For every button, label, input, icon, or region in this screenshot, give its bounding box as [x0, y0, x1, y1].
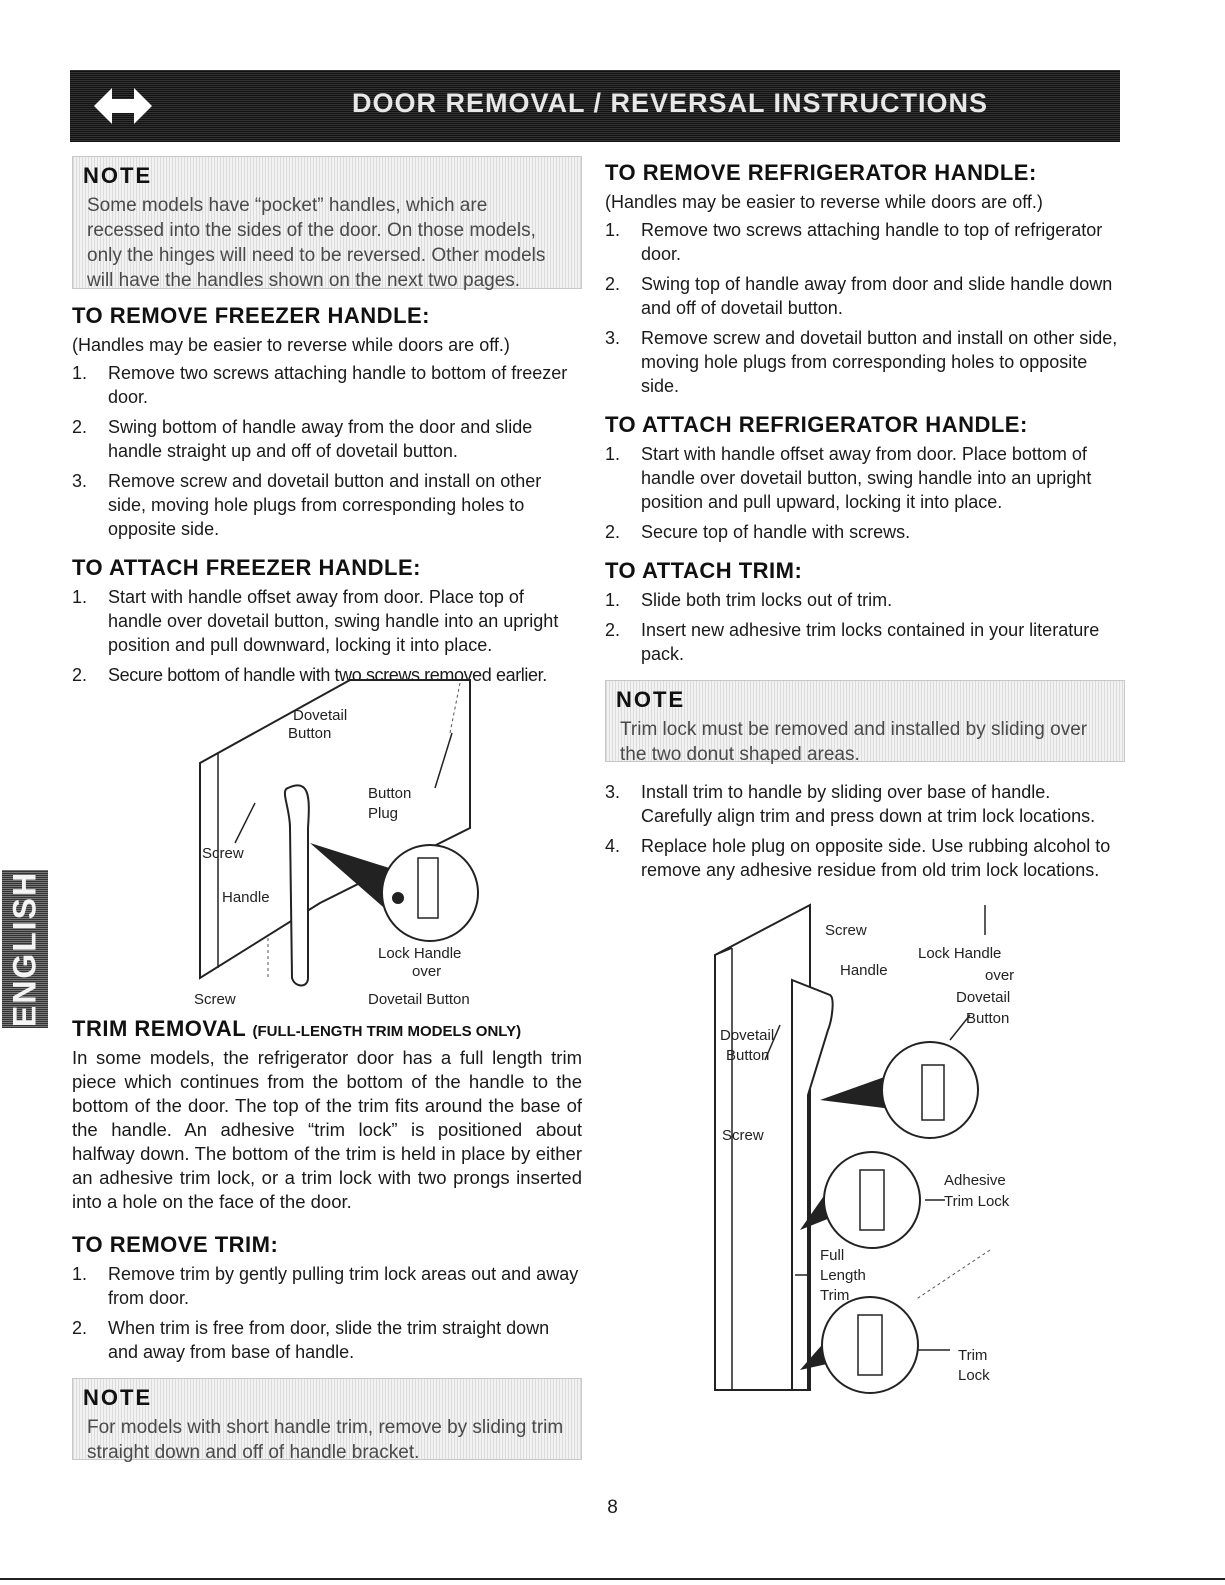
- heading-attach-refrigerator-handle: TO ATTACH REFRIGERATOR HANDLE:: [605, 412, 1028, 437]
- label-trim: Trim: [820, 1287, 850, 1304]
- page-bottom-rule: [0, 1578, 1225, 1580]
- steps-attach-refrigerator: [605, 442, 1125, 544]
- note-box: [605, 680, 1125, 765]
- step-item: 4. Replace hole plug on opposite side. Use rubbing alcohol to remove any adhesive residue from old trim lock locations.: [605, 836, 1111, 880]
- step-item: 2. Swing bottom of handle away from the door and slide handle straight up and off of dovetail button.: [72, 417, 533, 461]
- note-text: For models with short handle trim, remove by sliding trim straight down and off of handle bracket.: [87, 1417, 564, 1463]
- label-dovetail: Dovetail: [293, 707, 348, 724]
- label-screw-mid: Screw: [722, 1127, 764, 1144]
- step-item: 3. Remove screw and dovetail button and install on other side, moving hole plugs from corresponding holes to opposite side.: [72, 471, 542, 539]
- heading-attach-trim: TO ATTACH TRIM:: [605, 558, 803, 583]
- heading-remove-trim: TO REMOVE TRIM:: [72, 1232, 279, 1257]
- note-text: Trim lock must be removed and installed by sliding over the two donut shaped areas.: [620, 719, 1088, 765]
- label-button: Button: [726, 1047, 770, 1064]
- step-item: 2. Secure bottom of handle with two screws removed earlier.: [72, 665, 547, 685]
- steps-attach-trim: [605, 588, 1125, 666]
- note-label: NOTE: [616, 687, 686, 712]
- label-lock-1: Lock Handle: [918, 945, 1002, 962]
- step-item: 1. Start with handle offset away from door. Place top of handle over dovetail button, swing handle into an upright position and pull downward, locking it into place.: [72, 587, 559, 655]
- label-trim-lock-2: Lock: [958, 1367, 990, 1384]
- steps-install-trim: [605, 780, 1125, 882]
- label-adhesive-2: Trim Lock: [944, 1193, 1010, 1210]
- subnote: (Handles may be easier to reverse while doors are off.): [605, 192, 1043, 212]
- label-full: Full: [820, 1247, 845, 1264]
- step-item: 3. Install trim to handle by sliding over base of handle. Carefully align trim and press down at trim lock locations.: [605, 782, 1096, 826]
- step-item: 1. Slide both trim locks out of trim.: [605, 590, 893, 610]
- trim-removal-text: In some models, the refrigerator door has a full length trim piece which continues from the bottom of the handle to the bottom of the door. The top of the trim fits around the base of the handle. An adhesive “trim lock” is positioned about halfway down. The bottom of the trim is held in place by either an adhesive trim lock, or a trim lock with two prongs inserted into a hole on the face of the door.: [72, 1047, 582, 1212]
- step-item: 2. Insert new adhesive trim locks contained in your literature pack.: [605, 620, 1100, 664]
- freezer-handle-diagram: [160, 678, 520, 1008]
- label-trim-lock-1: Trim: [958, 1347, 988, 1364]
- label-lock-3: Dovetail Button: [368, 991, 470, 1008]
- page-number: 8: [607, 1497, 618, 1518]
- left-column-lower: [72, 1016, 582, 1463]
- steps-remove-refrigerator: [605, 218, 1125, 398]
- step-item: 1. Remove trim by gently pulling trim lock areas out and away from door.: [72, 1264, 579, 1308]
- label-lock-4: Button: [966, 1010, 1010, 1027]
- label-handle: Handle: [840, 962, 888, 979]
- section-banner: [70, 70, 1120, 142]
- heading-attach-freezer-handle: TO ATTACH FREEZER HANDLE:: [72, 555, 421, 580]
- note-text: Some models have “pocket” handles, which are recessed into the sides of the door. On those models, only the hinges will need to be reversed. Other models will have the handles shown on the next two pages.: [87, 195, 546, 291]
- label-button-plug-2: Plug: [368, 805, 399, 822]
- heading-trim-removal: TRIM REMOVAL (FULL-LENGTH TRIM MODELS ONLY): [72, 1016, 522, 1041]
- label-button: Button: [288, 725, 332, 742]
- label-handle: Handle: [222, 889, 270, 906]
- steps-attach-freezer: [72, 585, 582, 687]
- page-title: DOOR REMOVAL / REVERSAL INSTRUCTIONS: [351, 88, 989, 118]
- note-box: [72, 156, 582, 289]
- heading-remove-freezer-handle: TO REMOVE FREEZER HANDLE:: [72, 303, 431, 328]
- label-lock-3: Dovetail: [956, 989, 1011, 1006]
- step-item: 2. When trim is free from door, slide the trim straight down and away from base of handle.: [72, 1318, 550, 1362]
- subnote: (Handles may be easier to reverse while doors are off.): [72, 335, 510, 355]
- steps-remove-freezer: [72, 361, 582, 541]
- step-item: 2. Swing top of handle away from door and slide handle down and off of dovetail button.: [605, 274, 1113, 318]
- label-lock-2: over: [412, 963, 442, 980]
- label-lock-1: Lock Handle: [378, 945, 462, 962]
- refrigerator-trim-diagram: [700, 900, 1045, 1410]
- left-column: [72, 156, 582, 693]
- steps-remove-trim: [72, 1262, 582, 1364]
- label-button-plug-1: Button: [368, 785, 412, 802]
- label-screw-bottom: Screw: [194, 991, 236, 1008]
- right-column: [605, 156, 1125, 888]
- language-tab-label: ENGLISH: [6, 870, 43, 1028]
- heading-remove-refrigerator-handle: TO REMOVE REFRIGERATOR HANDLE:: [605, 160, 1037, 185]
- step-item: 3. Remove screw and dovetail button and install on other side, moving hole plugs from corresponding holes to opposite side.: [605, 328, 1118, 396]
- label-adhesive-1: Adhesive: [944, 1172, 1006, 1189]
- label-dovetail: Dovetail: [720, 1027, 775, 1044]
- language-tab: [2, 870, 48, 1028]
- label-lock-2: over: [985, 967, 1015, 984]
- note-box: [72, 1378, 582, 1463]
- label-screw-top: Screw: [202, 845, 244, 862]
- step-item: 1. Remove two screws attaching handle to bottom of freezer door.: [72, 363, 568, 407]
- step-item: 2. Secure top of handle with screws.: [605, 522, 911, 542]
- label-length: Length: [820, 1267, 866, 1284]
- step-item: 1. Start with handle offset away from door. Place bottom of handle over dovetail button, swing handle into an upright position and pull upward, locking it into place.: [605, 444, 1092, 512]
- step-item: 1. Remove two screws attaching handle to top of refrigerator door.: [605, 220, 1103, 264]
- label-screw-top: Screw: [825, 922, 867, 939]
- note-label: NOTE: [83, 1385, 153, 1410]
- note-label: NOTE: [83, 163, 153, 188]
